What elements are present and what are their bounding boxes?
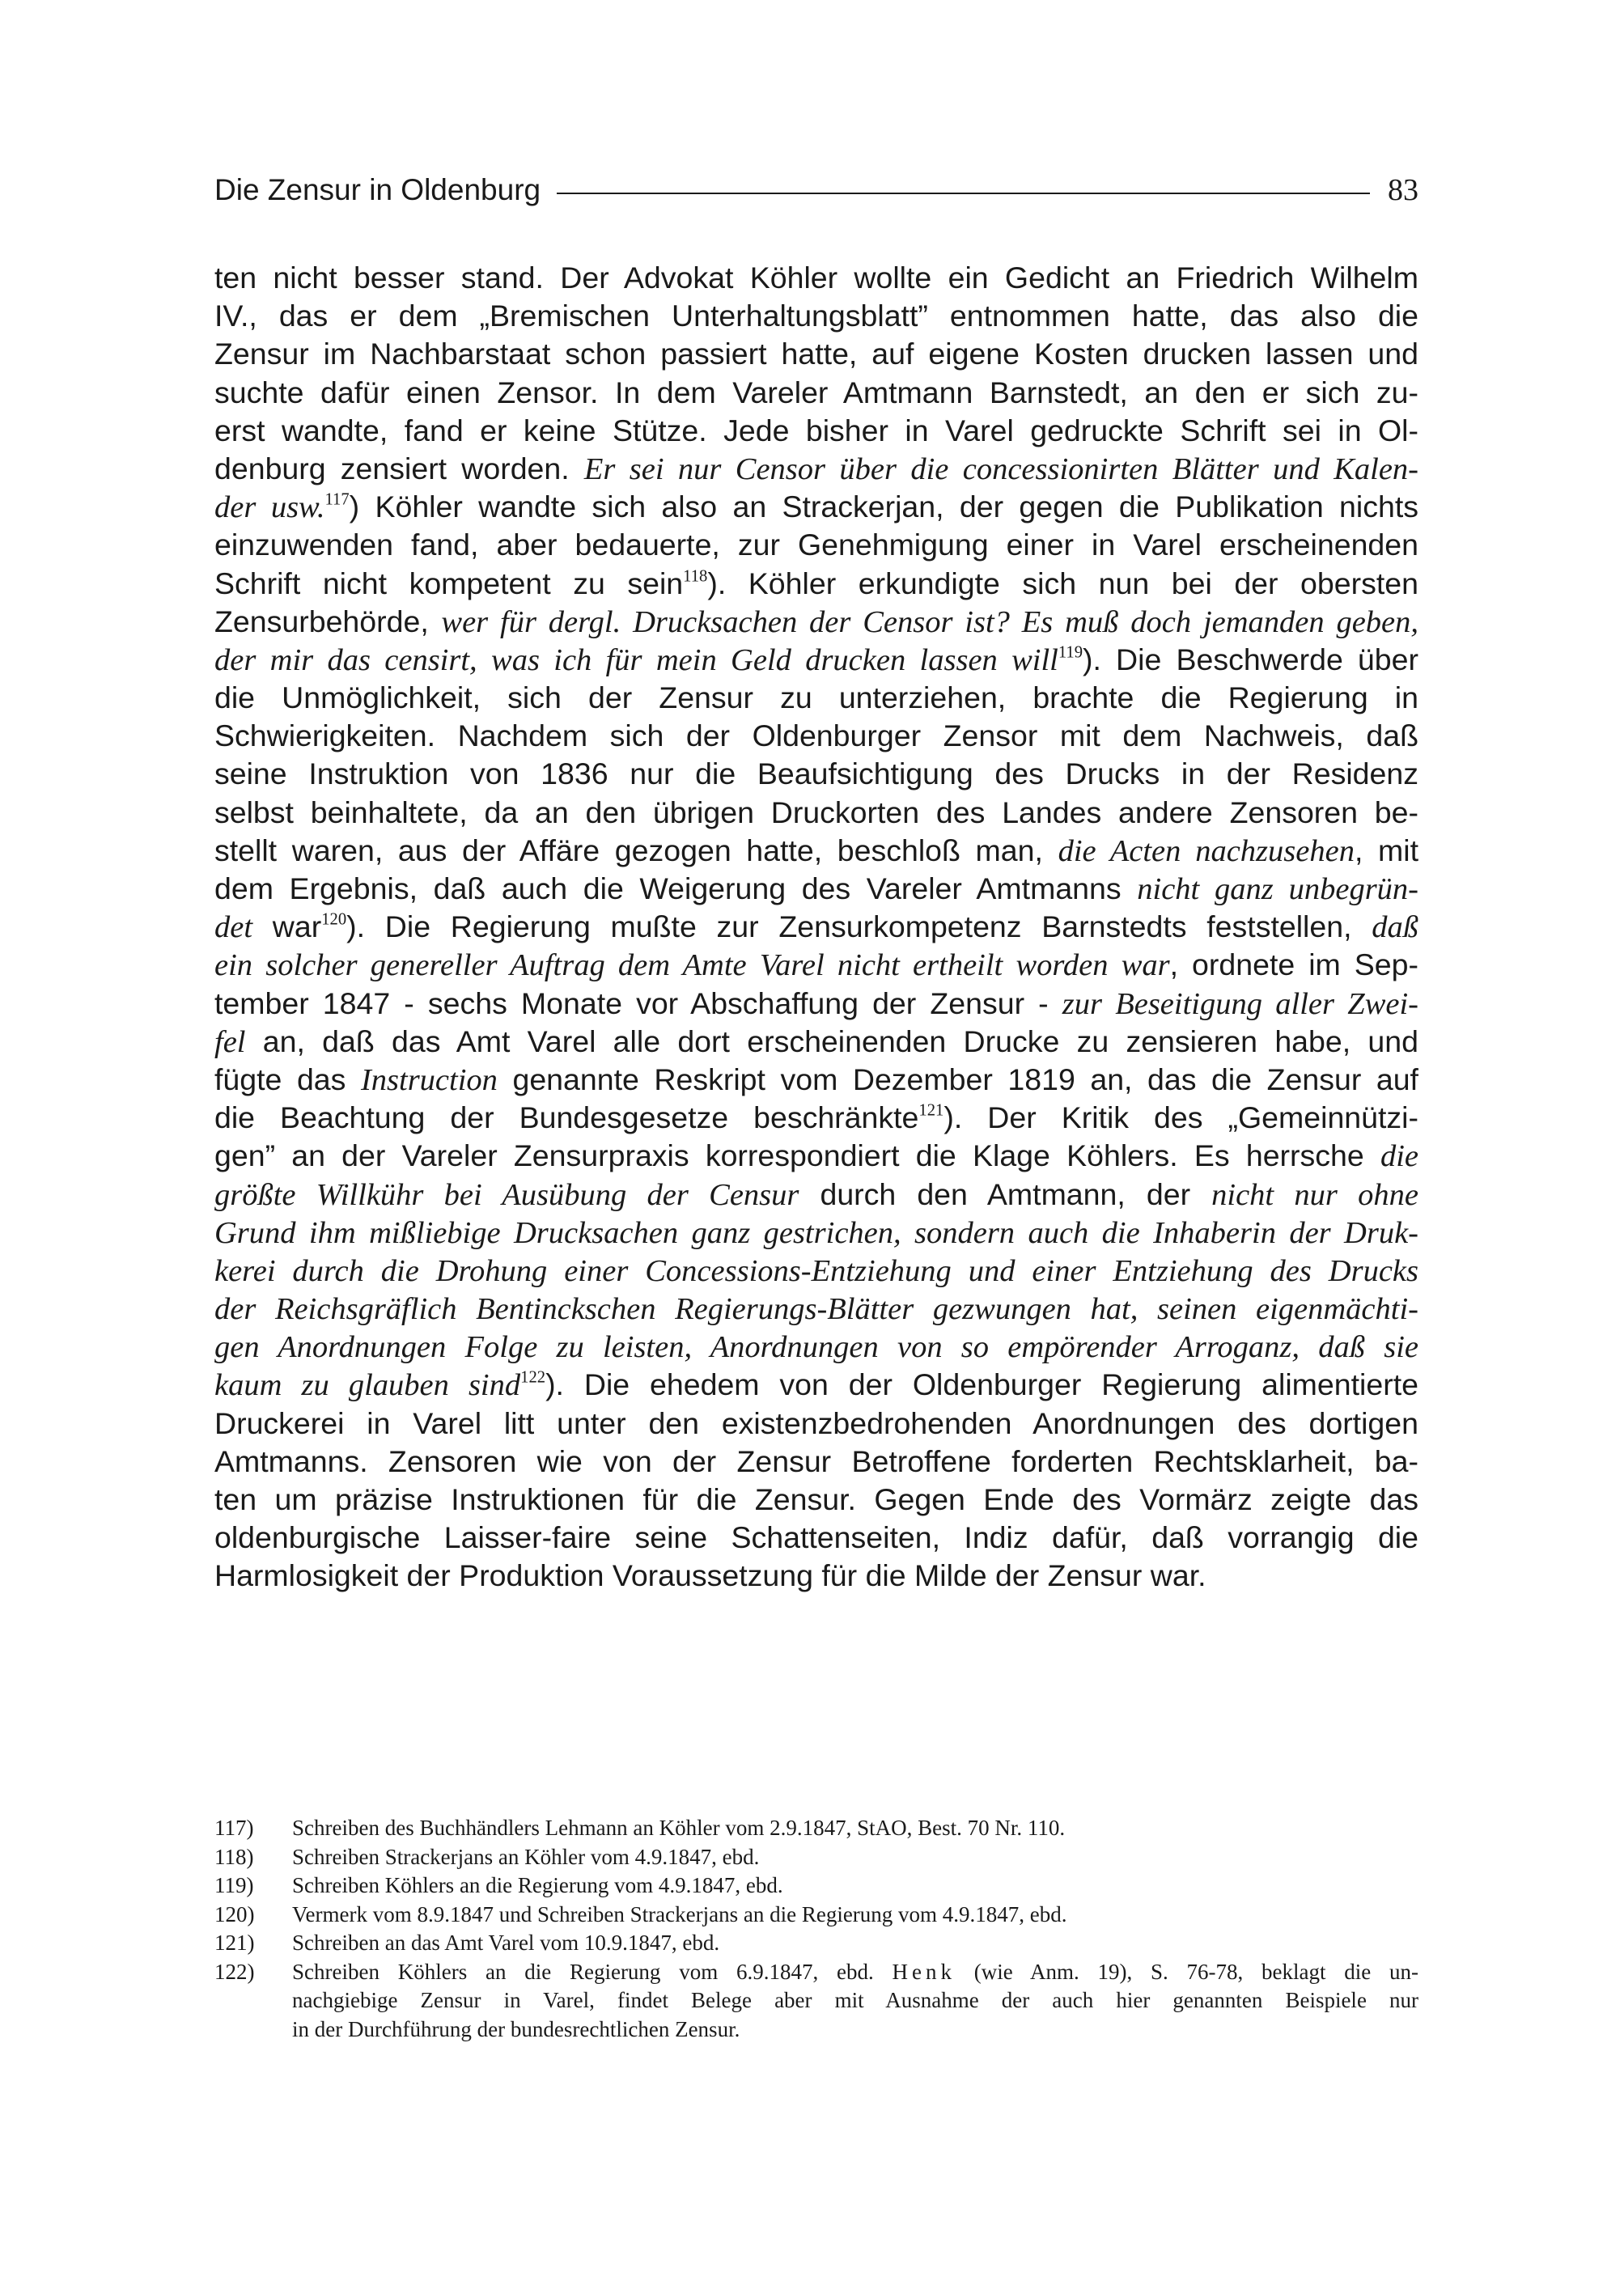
italic-quote: kerei durch die Drohung einer Concessions-Entziehung und einer Entziehung des Drucks [214,1253,1418,1288]
italic-quote: Grund ihm mißliebige Drucksachen ganz gestrichen, sondern auch die Inhaberin der Druk- [214,1215,1418,1250]
footnote-line [292,1843,1418,1872]
footnote-text [292,1929,1418,1958]
footnote-line [292,1929,1418,1958]
italic-quote: ein solcher genereller Auftrag dem Amte Varel nicht ertheilt worden war [214,948,1170,983]
text-segment: seine Instruktion von 1836 nur die Beaufsichtigung des Drucks in der Residenz [214,757,1418,791]
footnote-text [292,1958,1418,2045]
text-segment: , ordnete im Sep- [1169,947,1419,982]
text-line [214,679,1418,717]
text-line [214,1176,1418,1214]
italic-quote: kaum zu glauben sind [214,1368,521,1403]
text-line [214,870,1418,908]
italic-quote: nicht ganz unbegrün- [1137,872,1418,906]
text-segment: Amtmanns. Zensoren wie von der Zensur Betroffene forderten Rechtsklarheit, ba- [214,1443,1418,1478]
text-line [214,488,1418,526]
footnote-text [292,1871,1418,1901]
text-line [214,641,1418,679]
text-segment: dem Ergebnis, daß auch die Weigerung des Vareler Amtmanns [214,871,1138,905]
text-segment: genannte Reskript vom Dezember 1819 an, das die Zensur auf [497,1062,1418,1096]
italic-quote: zur Beseitigung aller Zwei- [1062,986,1418,1021]
footnote-number: 121) [214,1931,255,1955]
footnote [214,1843,1418,1872]
footnote [214,1929,1418,1958]
footnote-reference: 122 [520,1368,546,1387]
text-line [214,1023,1418,1061]
text-line [214,1366,1418,1404]
text-segment: ). Die Beschwerde über [1083,642,1418,676]
text-segment: Druckerei in Varel litt unter den existenzbedrohenden Anordnungen des dortigen [214,1405,1418,1440]
text-segment: war [252,909,322,944]
italic-quote: der mir das censirt, was ich für mein Geld drucken lassen will [214,642,1058,677]
italic-quote: Er sei nur Censor über die concessionirten Blätter und Kalen- [583,451,1418,486]
footnote-line [292,1871,1418,1901]
text-segment: nachgiebige Zensur in Varel, findet Belege aber mit Ausnahme der auch hier genannten Beispiele nur [292,1988,1418,2012]
text-segment: ten nicht besser stand. Der Advokat Köhler wollte ein Gedicht an Friedrich Wilhelm [214,261,1418,295]
footnote-number: 120) [214,1901,255,1926]
text-line [214,335,1418,373]
text-line [214,1328,1418,1366]
text-segment: in der Durchführung der bundesrechtlichen Zensur. [292,2016,740,2041]
text-segment: die Unmöglichkeit, sich der Zensur zu unterziehen, brachte die Regierung in [214,680,1418,715]
footnote [214,1901,1418,1930]
text-segment: Vermerk vom 8.9.1847 und Schreiben Strackerjans an die Regierung vom 4.9.1847, ebd. [292,1901,1067,1926]
footnote-text [292,1843,1418,1872]
footnote-number: 117) [214,1816,254,1840]
page-number: 83 [1388,173,1418,207]
italic-quote: der usw. [214,490,325,525]
text-segment: ) Köhler wandte sich also an Strackerjan, der gegen die Publikation nichts [349,490,1418,524]
text-line [214,603,1418,641]
text-segment: selbst beinhaltete, da an den übrigen Druckorten des Landes andere Zensoren be- [214,795,1418,829]
text-segment: tember 1847 - sechs Monate vor Abschaffung der Zensur - [214,985,1062,1020]
text-line [214,1252,1418,1290]
text-line [214,412,1418,450]
text-segment: ). Köhler erkundigte sich nun bei der obersten [707,566,1418,600]
text-line [214,908,1418,946]
footnote-line [292,1958,1418,1987]
text-line [214,946,1418,984]
text-segment: Schwierigkeiten. Nachdem sich der Oldenburger Zensor mit dem Nachweis, daß [214,718,1418,753]
italic-quote: wer für dergl. Drucksachen der Censor ist? Es muß doch jemanden geben, [441,604,1419,639]
footnote-text [292,1901,1418,1930]
italic-quote: daß [1372,910,1418,945]
text-segment: erst wandte, fand er keine Stütze. Jede bisher in Varel gedruckte Schrift sei in Ol- [214,413,1418,447]
text-line [214,297,1418,335]
text-segment: Zensurbehörde, [214,604,442,638]
footnote-number: 122) [214,1959,255,1984]
running-title: Die Zensur in Oldenburg [214,173,541,206]
text-line [214,755,1418,793]
footnote-text [292,1814,1418,1843]
italic-quote: nicht nur ohne [1211,1177,1418,1212]
text-segment: Schrift nicht kompetent zu sein [214,566,684,600]
text-segment: Schreiben des Buchhändlers Lehmann an Köhler vom 2.9.1847, StAO, Best. 70 Nr. 110. [292,1816,1066,1840]
body-text [214,259,1418,1596]
footnote-reference: 120 [321,910,347,929]
running-header [214,166,1418,214]
footnote-line [292,1986,1418,2015]
text-segment: Schreiben Köhlers an die Regierung vom 6.9.1847, ebd. [292,1959,893,1984]
text-segment: gen” an der Vareler Zensurpraxis korrespondiert die Klage Köhlers. Es herrsche [214,1138,1380,1173]
footnote-reference: 118 [683,567,708,586]
italic-quote: det [214,910,253,945]
text-segment: ). Der Kritik des „Gemeinnützi- [943,1100,1418,1135]
italic-quote: Instruction [360,1062,498,1097]
text-segment: (wie Anm. 19), S. 76-78, beklagt die un- [955,1959,1418,1984]
italic-quote: der Reichsgräflich Bentinckschen Regierungs-Blätter gezwungen hat, seinen eigenmächti- [214,1292,1418,1327]
text-line [214,1443,1418,1481]
text-segment: Schreiben Strackerjans an Köhler vom 4.9.1847, ebd. [292,1844,760,1869]
text-segment: suchte dafür einen Zensor. In dem Vareler Amtmann Barnstedt, an den er sich zu- [214,375,1418,409]
text-segment: ). Die Regierung mußte zur Zensurkompetenz Barnstedts feststellen, [346,909,1372,944]
text-line [214,565,1418,603]
italic-quote: fel [214,1024,246,1059]
footnote-reference: 117 [324,490,350,509]
text-segment: ). Die ehedem von der Oldenburger Regierung alimentierte [545,1367,1418,1402]
text-segment: oldenburgische Laisser-faire seine Schattenseiten, Indiz dafür, daß vorrangig die [214,1520,1418,1555]
italic-quote: gen Anordnungen Folge zu leisten, Anordnungen von so empörender Arroganz, daß sie [214,1330,1418,1365]
footnote-line [292,2015,1418,2045]
footnote-reference: 119 [1058,643,1083,662]
text-segment: fügte das [214,1062,361,1096]
text-line [214,717,1418,755]
text-line [214,1519,1418,1557]
italic-quote: die [1380,1139,1418,1174]
text-line [214,1099,1418,1137]
text-segment: durch den Amtmann, der [799,1176,1212,1211]
text-segment: Schreiben an das Amt Varel vom 10.9.1847, ebd. [292,1931,720,1955]
italic-quote: die Acten nachzusehen [1058,833,1355,868]
text-line [214,1557,1418,1595]
footnote-line [292,1814,1418,1843]
footnote [214,1814,1418,1843]
text-segment: an, daß das Amt Varel alle dort erscheinenden Drucke zu zensieren habe, und [245,1024,1418,1058]
footnote-reference: 121 [918,1101,944,1120]
text-line [214,450,1418,488]
text-line [214,374,1418,412]
text-segment: Schreiben Köhlers an die Regierung vom 4.9.1847, ebd. [292,1873,783,1897]
text-line [214,1214,1418,1252]
text-segment: stellt waren, aus der Affäre gezogen hatte, beschloß man, [214,833,1058,867]
text-line [214,259,1418,297]
text-segment: Zensur im Nachbarstaat schon passiert hatte, auf eigene Kosten drucken lassen und [214,337,1418,371]
footnote-number: 118) [214,1844,254,1869]
text-line [214,526,1418,564]
text-segment: ten um präzise Instruktionen für die Zensur. Gegen Ende des Vormärz zeigte das [214,1482,1418,1516]
footnotes [214,1814,1418,2044]
footnote [214,1958,1418,2045]
italic-quote: größte Willkühr bei Ausübung der Censur [214,1177,799,1212]
header-rule [557,193,1370,194]
footnote-number: 119) [214,1873,254,1897]
text-line [214,1290,1418,1328]
text-line [214,794,1418,832]
text-line [214,1137,1418,1175]
footnote [214,1871,1418,1901]
text-segment: die Beachtung der Bundesgesetze beschränkte [214,1100,919,1135]
text-line [214,1061,1418,1099]
text-segment: einzuwenden fand, aber bedauerte, zur Genehmigung einer in Varel erscheinenden [214,528,1418,562]
text-segment: , mit [1354,833,1418,867]
text-segment: IV., das er dem „Bremischen Unterhaltungsblatt” entnommen hatte, das also die [214,299,1418,333]
text-segment: denburg zensiert worden. [214,451,584,485]
text-line [214,832,1418,870]
text-line [214,1481,1418,1519]
footnote-line [292,1901,1418,1930]
text-line [214,985,1418,1023]
text-line [214,1405,1418,1443]
spaced-author-name: Henk [892,1959,956,1984]
text-segment: Harmlosigkeit der Produktion Voraussetzung für die Milde der Zensur war. [214,1558,1206,1593]
